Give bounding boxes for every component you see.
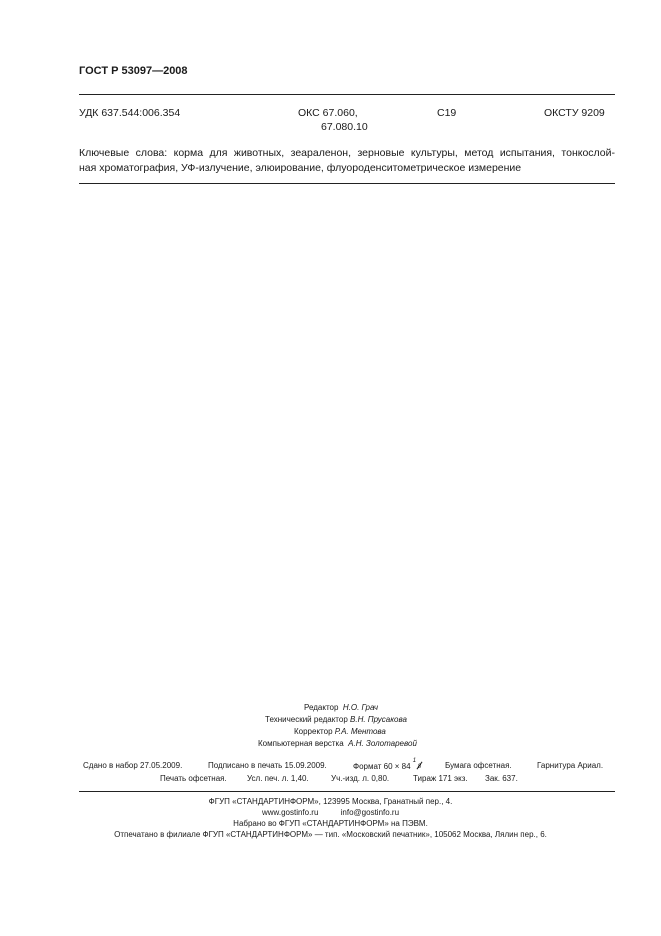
tech-editor-role: Технический редактор: [265, 715, 348, 724]
order-number: Зак. 637.: [485, 774, 518, 783]
corrector-role: Корректор: [294, 727, 333, 736]
tech-editor-line: [265, 714, 407, 727]
paper-type: Бумага офсетная.: [445, 761, 512, 770]
group-code: С19: [437, 107, 457, 119]
edition-sheets: Уч.-изд. л. 0,80.: [331, 774, 390, 783]
editor-line: [304, 702, 378, 715]
printing-info: Отпечатано в филиале ФГУП «СТАНДАРТИНФОРМ» — тип. «Московский печатник», 105062 Москва, Лялин пер., 6.: [114, 830, 547, 839]
typeset-date: Сдано в набор 27.05.2009.: [83, 761, 183, 770]
publisher-website[interactable]: www.gostinfo.ru: [261, 808, 319, 817]
editor-role: Редактор: [304, 703, 339, 712]
publisher-address: ФГУП «СТАНДАРТИНФОРМ», 123995 Москва, Гранатный пер., 4.: [208, 797, 453, 806]
layout-line: [258, 738, 417, 751]
format-denominator: 8: [417, 764, 422, 770]
udk-code: УДК 637.544:006.354: [79, 107, 181, 119]
header-rule: [79, 94, 615, 95]
oks-code: ОКС 67.060,: [298, 107, 358, 119]
layout-role: Компьютерная верстка: [258, 739, 344, 748]
signed-date: Подписано в печать 15.09.2009.: [208, 761, 327, 770]
publisher-contacts: [0, 808, 661, 817]
tech-editor-name: В.Н. Прусакова: [350, 715, 407, 724]
editor-name: Н.О. Грач: [342, 703, 379, 712]
format-prefix: Формат 60 × 84: [353, 762, 411, 771]
typeface: Гарнитура Ариал.: [537, 761, 604, 770]
keywords-line-1: Ключевые слова: корма для животных, зеараленон, зерновые культуры, метод испытания, тонкослой-: [79, 147, 615, 159]
printed-sheets: Усл. печ. л. 1,40.: [247, 774, 309, 783]
document-code: ГОСТ Р 53097—2008: [79, 65, 188, 77]
typeset-info: Набрано во ФГУП «СТАНДАРТИНФОРМ» на ПЭВМ.: [233, 819, 428, 828]
layout-name: А.Н. Золотаревой: [348, 739, 417, 748]
format-numerator: 1: [412, 758, 417, 764]
print-format: [353, 758, 424, 771]
publisher-email[interactable]: info@gostinfo.ru: [340, 808, 400, 817]
okstu-code: ОКСТУ 9209: [544, 107, 605, 119]
keywords-rule: [79, 183, 615, 184]
print-method: Печать офсетная.: [160, 774, 227, 783]
corrector-name: Р.А. Ментова: [334, 727, 386, 736]
keywords-line-2: ная хроматография, УФ-излучение, элюирование, флуороденситометрическое измерение: [79, 162, 522, 174]
print-run: Тираж 171 экз.: [413, 774, 468, 783]
footer-rule: [79, 791, 615, 792]
corrector-line: [294, 726, 386, 739]
keywords-block: [79, 146, 615, 176]
format-fraction: [412, 758, 424, 770]
oks-code-continued: 67.080.10: [321, 121, 368, 133]
